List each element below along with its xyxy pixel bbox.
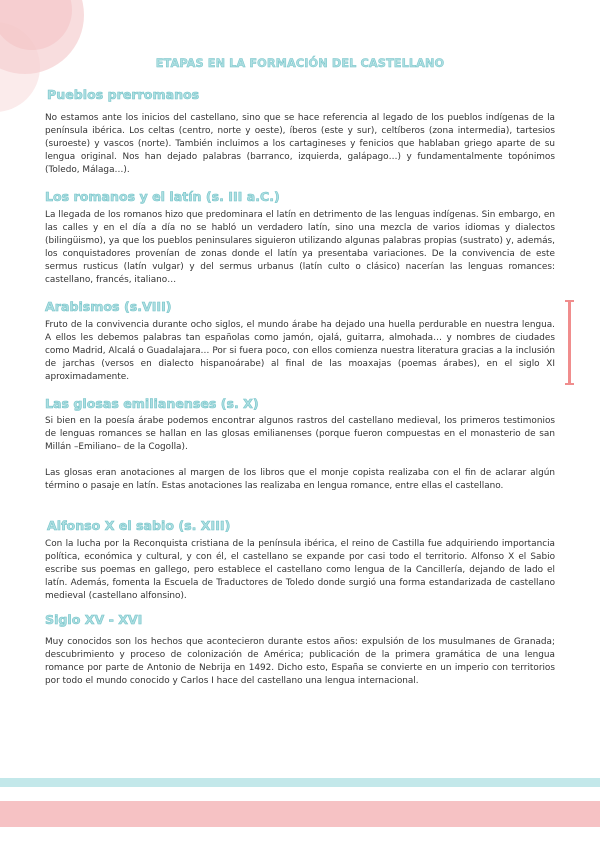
section-heading-pueblos-prerromanos: Pueblos prerromanos [47, 87, 200, 102]
section-heading-arabismos: Arabismos (s.VIII) [45, 299, 172, 314]
section-paragraph: La llegada de los romanos hizo que predominara el latín en detrimento de las lenguas indígenas. Sin embargo, en las calles y en el día a día no se habló un verdadero latín, sino una mezcla de varios idiomas y dialectos (bilingüismo), ya que los pueblos peninsulares siguieron utilizando algunas palabras propias (sustrato) y, además, los conquistadores provenían de zonas donde el latín ya presentaba variaciones. De la convivencia de este sermus rusticus (latín vulgar) y del sermus urbanus (latín culto o clásico) nacerían las lenguas romances: castellano, francés, italiano… [45, 210, 555, 286]
footer-band-teal [0, 778, 600, 787]
section-paragraph: Fruto de la convivencia durante ocho siglos, el mundo árabe ha dejado una huella perdurable en nuestra lengua. A ellos les debemos palabras tan españolas como jamón, ojalá, guitarra, almohada… y nombres de ciudades como Madrid, Alcalá o Guadalajara… Por si fuera poco, con ellos comienza nuestra literatura gracias a la inclusión de jarchas (versos en dialecto hispanoárabe) al final de las moaxajas (poemas árabes), en el siglo XI aproximadamente. [45, 320, 555, 383]
section-paragraph: Si bien en la poesía árabe podemos encontrar algunos rastros del castellano medieval, los primeros testimonios de lenguas romances se hallan en las glosas emilianenses (porque fueron compuestas en el monasterio de san Millán –Emiliano– de la Cogolla). [45, 416, 555, 453]
decorative-watercolor-blob [0, 0, 72, 50]
section-heading-glosas-emilianenses: Las glosas emilianenses (s. X) [45, 396, 259, 411]
page-title: ETAPAS EN LA FORMACIÓN DEL CASTELLANO [155, 57, 445, 70]
section-heading-alfonso-x: Alfonso X el sabio (s. XIII) [47, 518, 231, 533]
footer-band-pink [0, 801, 600, 827]
section-heading-romanos-latin: Los romanos y el latín (s. III a.C.) [45, 189, 280, 204]
section-paragraph: Las glosas eran anotaciones al margen de los libros que el monje copista realizaba con el fin de aclarar algún término o pasaje en latín. Estas anotaciones las realizaba en lengua romance, entre ellas el castellano. [45, 468, 555, 492]
section-paragraph: Con la lucha por la Reconquista cristiana de la península ibérica, el reino de Castilla fue adquiriendo importancia política, económica y cultural, y con él, el castellano se expande por casi todo el territorio. Alfonso X el Sabio escribe sus poemas en gallego, pero establece el castellano como lengua de la Cancillería, dejando de lado el latín. Además, fomenta la Escuela de Traductores de Toledo donde surgió una forma estandarizada de castellano medieval (castellano alfonsino). [45, 539, 555, 602]
section-paragraph: No estamos ante los inicios del castellano, sino que se hace referencia al legado de los pueblos indígenas de la península ibérica. Los celtas (centro, norte y oeste), íberos (este y sur), celtíberos (zona intermedia), tartesios (suroeste) y vascos (norte). También incluimos a los cartagineses y fenicios que hablaban griego aparte de su lengua original. Nos han dejado palabras (barranco, izquierda, galápago…) y fundamentalmente topónimos (Toledo, Málaga…). [45, 113, 555, 176]
section-heading-siglo-xv-xvi: Siglo XV - XVI [45, 612, 143, 627]
section-paragraph: Muy conocidos son los hechos que acontecieron durante estos años: expulsión de los musulmanes de Granada; descubrimiento y proceso de colonización de América; publicación de la primera gramática de una lengua romance por parte de Antonio de Nebrija en 1492. Dicho esto, España se convierte en un imperio con territorios por todo el mundo conocido y Carlos I hace del castellano una lengua internacional. [45, 637, 555, 687]
side-bracket-marker [568, 300, 571, 385]
